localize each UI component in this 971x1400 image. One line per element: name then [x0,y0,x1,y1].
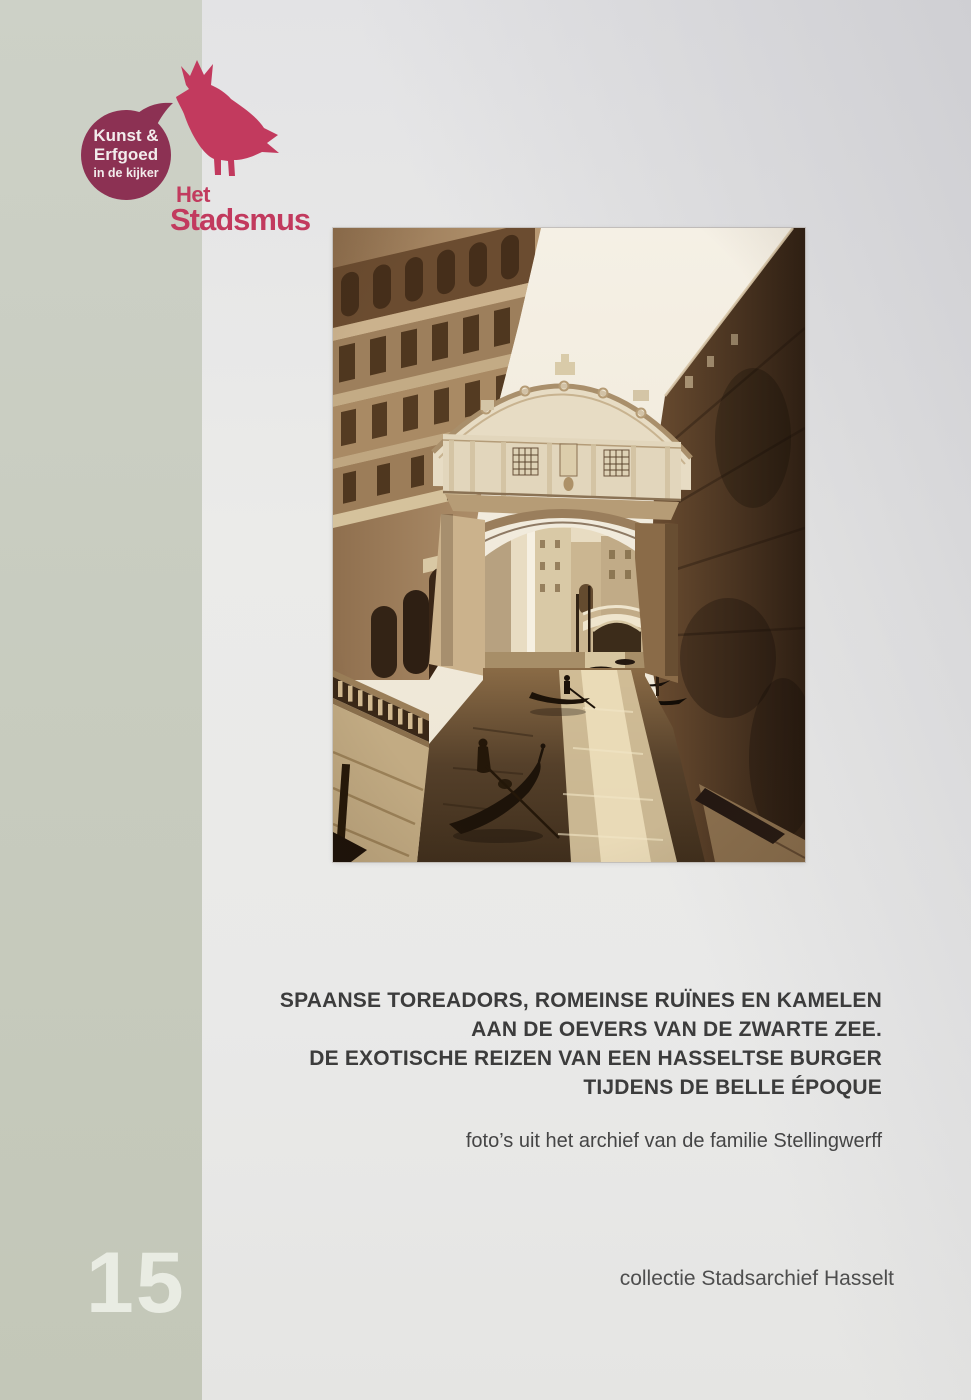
issue-number: 15 [86,1235,186,1331]
photo-graphic [333,228,805,862]
badge-text-line2: Erfgoed [93,145,159,164]
title-line-2: AAN DE OEVERS VAN DE ZWARTE ZEE. [471,1018,882,1041]
title-line-3: DE EXOTISCHE REIZEN VAN EEN HASSELTSE BURGER [309,1047,882,1070]
title-block [280,986,882,1102]
stadsmus-logo-graphic [55,55,330,245]
stadsmus-logo [55,55,330,245]
venice-bridge-of-sighs-photograph [333,228,805,862]
collection-credit: collectie Stadsarchief Hasselt [619,1267,894,1290]
photo-vignette [333,228,805,862]
badge-text-line3: in de kijker [93,166,159,180]
logo-wordmark-het: Het [176,182,210,207]
title-line-1: SPAANSE TOREADORS, ROMEINSE RUÏNES EN KAMELEN [279,989,882,1012]
subtitle: foto’s uit het archief van de familie Stellingwerff [465,1130,882,1152]
title-line-4: TIJDENS DE BELLE ÉPOQUE [583,1076,882,1099]
kunst-erfgoed-badge [81,103,173,200]
logo-wordmark-stadsmus: Stadsmus [170,202,311,237]
badge-text-line1: Kunst & [93,126,159,145]
crowned-bird-icon [176,60,279,176]
